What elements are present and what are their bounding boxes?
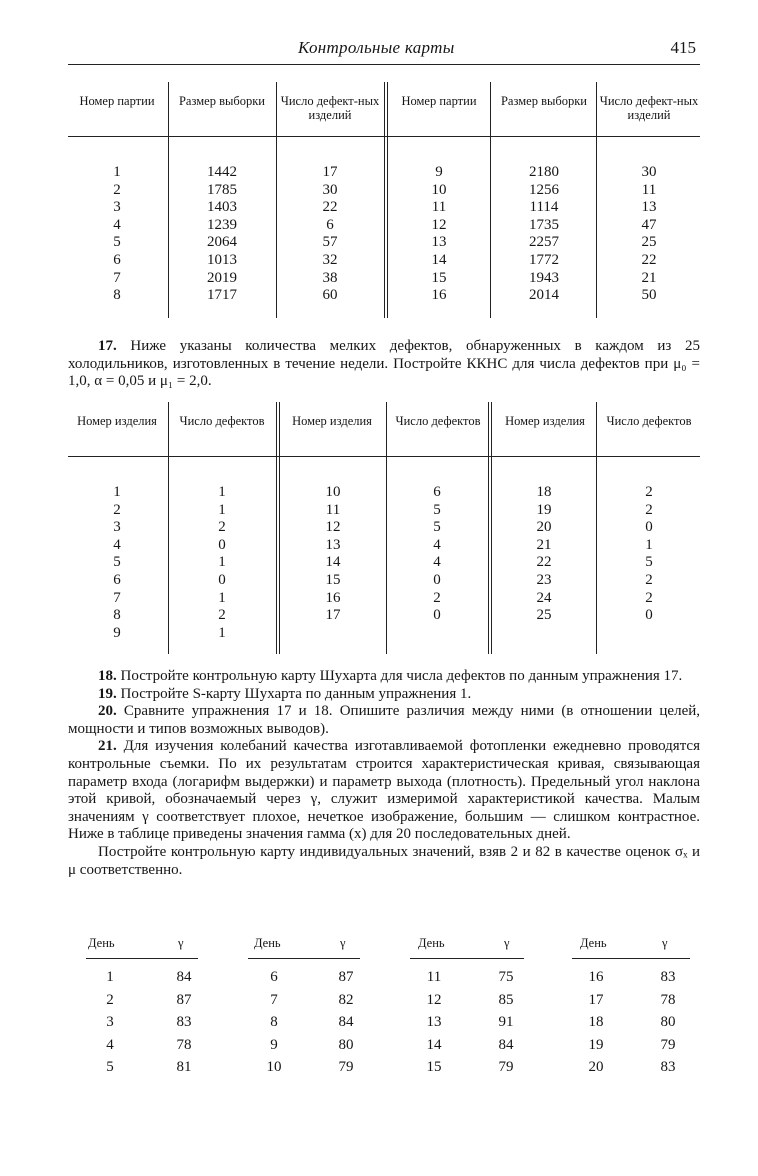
table-cell: 83 [660, 1059, 676, 1075]
table-cell: 2 [433, 589, 441, 606]
table-cell: 85 [498, 991, 514, 1008]
exercise-number: 17. [98, 338, 117, 354]
table-cell: 84 [338, 1014, 354, 1030]
column-double-divider [276, 402, 280, 654]
exercise-number: 19. [98, 685, 117, 702]
table-cell: 16 [588, 969, 604, 985]
table-cell: 25 [641, 234, 657, 251]
exercise-19 [68, 686, 700, 704]
table-cell: 13 [641, 199, 657, 216]
item-number-column [282, 484, 384, 625]
column-divider [386, 402, 387, 654]
table-cell: 1114 [529, 199, 559, 216]
table-cell: 15 [431, 269, 447, 286]
table-cell: 60 [322, 287, 338, 304]
exercise-20 [68, 703, 700, 738]
table-cell: 38 [322, 269, 338, 286]
table-cell: 4 [113, 536, 121, 553]
table-cell: 84 [498, 1036, 514, 1053]
table-cell: 2019 [207, 269, 237, 286]
batch-number-column [390, 164, 488, 305]
table-cell: 21 [641, 269, 657, 286]
table-cell: 1 [113, 164, 121, 180]
chapter-title: Контрольные карты [298, 38, 455, 57]
table-cell: 1 [106, 969, 114, 985]
table-cell: 2 [645, 571, 653, 588]
table-cell: 30 [322, 181, 338, 198]
table-cell: 0 [645, 607, 653, 624]
table-cell: 78 [176, 1036, 192, 1053]
table-cell: 5 [645, 554, 653, 571]
table-cell: 1403 [207, 199, 237, 216]
exercise-text: Постройте контрольную карту Шухарта для числа дефектов по данным упражнения 17. [120, 668, 683, 684]
table-cell: 7 [270, 991, 278, 1008]
table-cell: 2 [106, 991, 114, 1008]
exercise-text: Сравните упражнения 17 и 18. Опишите различия между ними (в отношении целей, мощности и типов возможных выводов). [68, 703, 700, 737]
table-cell: 1013 [207, 251, 237, 268]
header-rule [68, 64, 700, 65]
column-header: Число дефектов [395, 414, 481, 428]
column-header: γ [662, 936, 668, 950]
exercise-17 [68, 338, 700, 391]
table-cell: 5 [433, 501, 441, 518]
table-cell: 78 [660, 991, 676, 1008]
table-cell: 5 [113, 554, 121, 571]
column-double-divider [384, 82, 388, 318]
column-divider [276, 82, 277, 318]
table-cell: 8 [113, 287, 121, 304]
table-cell: 9 [113, 624, 121, 641]
table-cell: 1 [645, 536, 653, 553]
table-cell: 10 [325, 484, 341, 500]
header-rule [572, 958, 690, 959]
column-header: γ [178, 936, 184, 950]
table-cell: 1239 [207, 216, 237, 233]
table-cell: 18 [536, 484, 552, 500]
table-cell: 2 [645, 501, 653, 518]
table-cell: 3 [113, 519, 121, 536]
table-cell: 0 [218, 571, 226, 588]
table-cell: 3 [113, 199, 121, 216]
table-cell: 16 [431, 287, 447, 304]
exercise-21 [68, 738, 700, 844]
defect-count-column [388, 484, 486, 625]
table-cell: 7 [113, 269, 121, 286]
table-cell: 0 [433, 607, 441, 624]
day-column [576, 966, 616, 1079]
exercise-number: 18. [98, 668, 117, 684]
table-cell: 0 [645, 519, 653, 536]
gamma-column [648, 966, 688, 1079]
running-header [68, 38, 700, 62]
table-cell: 13 [426, 1014, 442, 1030]
day-column [90, 966, 130, 1079]
table-cell: 9 [270, 1036, 278, 1053]
table-cell: 6 [113, 571, 121, 588]
column-divider [168, 402, 169, 654]
table-cell: 5 [106, 1059, 114, 1075]
table-cell: 14 [325, 554, 341, 571]
defective-count-column [598, 164, 700, 305]
table-cell: 14 [426, 1036, 442, 1053]
table-cell: 9 [435, 164, 443, 180]
table-cell: 22 [641, 251, 657, 268]
table-cell: 1785 [207, 181, 237, 198]
exercise-21-task: Постройте контрольную карту индивидуальных значений, взяв 2 и 82 в качестве оценок σₓ и μ соответственно. [68, 843, 700, 878]
table-cell: 17 [588, 991, 604, 1008]
gamma-column [164, 966, 204, 1079]
table-cell: 1735 [529, 216, 559, 233]
table-cell: 81 [176, 1059, 192, 1075]
exercises-block [68, 668, 700, 879]
table-cell: 11 [431, 199, 447, 216]
table-cell: 2257 [529, 234, 559, 251]
table-cell: 10 [266, 1059, 282, 1075]
exercise-number: 20. [98, 703, 117, 720]
table-cell: 8 [270, 1014, 278, 1030]
exercise-text: Постройте S-карту Шухарта по данным упражнения 1. [120, 685, 472, 702]
table-cell: 19 [536, 501, 552, 518]
column-header: Номер партии [401, 94, 477, 108]
table-cell: 15 [426, 1059, 442, 1075]
table-cell: 25 [536, 607, 552, 624]
table-cell: 1772 [529, 251, 559, 268]
table-cell: 50 [641, 287, 657, 304]
column-header: γ [340, 936, 346, 950]
table-cell: 20 [588, 1059, 604, 1075]
table-cell: 6 [270, 969, 278, 985]
table-cell: 12 [325, 519, 341, 536]
table-cell: 18 [588, 1014, 604, 1030]
table-cell: 14 [431, 251, 447, 268]
table-cell: 15 [325, 571, 341, 588]
table-cell: 23 [536, 571, 552, 588]
table-cell: 83 [176, 1014, 192, 1030]
table-cell: 16 [325, 589, 341, 606]
header-rule [68, 456, 700, 457]
column-divider [490, 82, 491, 318]
table-cell: 87 [338, 969, 354, 985]
header-rule [248, 958, 360, 959]
table-cell: 11 [426, 969, 442, 985]
table-cell: 80 [660, 1014, 676, 1030]
table-cell: 30 [641, 164, 657, 180]
day-column [414, 966, 454, 1079]
table-cell: 5 [113, 234, 121, 251]
page-number: 415 [670, 38, 696, 57]
table-cell: 1943 [529, 269, 559, 286]
defective-count-column [278, 164, 382, 305]
table-cell: 4 [433, 554, 441, 571]
column-header: Число дефект-ных изделий [599, 94, 699, 122]
table-cell: 79 [660, 1036, 676, 1053]
day-column [254, 966, 294, 1079]
table-cell: 1 [113, 484, 121, 500]
table-cell: 1 [218, 589, 226, 606]
table-cell: 2 [113, 501, 121, 518]
item-number-column [68, 484, 166, 642]
table-cell: 22 [536, 554, 552, 571]
table-cell: 20 [536, 519, 552, 536]
table-cell: 2064 [207, 234, 237, 251]
column-header: Число дефект-ных изделий [280, 94, 380, 122]
table-cell: 6 [113, 251, 121, 268]
header-rule [410, 958, 524, 959]
table-cell: 12 [431, 216, 447, 233]
table-cell: 2014 [529, 287, 559, 304]
table-cell: 2 [645, 589, 653, 606]
exercise-number: 21. [98, 738, 117, 755]
table-cell: 4 [113, 216, 121, 233]
exercise-18 [68, 668, 700, 686]
table-cell: 11 [325, 501, 341, 518]
column-double-divider [488, 402, 492, 654]
table-cell: 79 [338, 1059, 354, 1075]
item-number-column [494, 484, 594, 625]
column-header: Номер изделия [77, 414, 157, 428]
gamma-column [486, 966, 526, 1079]
table-cell: 75 [498, 969, 514, 985]
table-cell: 6 [433, 484, 441, 500]
table-cell: 10 [431, 181, 447, 198]
column-header: День [418, 936, 445, 950]
table-cell: 2 [113, 181, 121, 198]
table-cell: 1256 [529, 181, 559, 198]
table-cell: 4 [106, 1036, 114, 1053]
table-cell: 7 [113, 589, 121, 606]
column-header: День [580, 936, 607, 950]
table-cell: 82 [338, 991, 354, 1008]
column-divider [596, 402, 597, 654]
table-cell: 1 [218, 501, 226, 518]
table-cell: 0 [218, 536, 226, 553]
table-cell: 1 [218, 554, 226, 571]
table-cell: 17 [325, 607, 341, 624]
table-cell: 79 [498, 1059, 514, 1075]
table-cell: 17 [322, 164, 338, 180]
column-header: Номер партии [79, 94, 155, 108]
table-cell: 1717 [207, 287, 237, 304]
table-cell: 21 [536, 536, 552, 553]
table-cell: 1 [218, 484, 226, 500]
column-header: Размер выборки [500, 94, 588, 108]
batch-defects-table [68, 82, 700, 322]
table-cell: 80 [338, 1036, 354, 1053]
exercise-text: Для изучения колебаний качества изготавливаемой фотопленки ежедневно проводятся контрольные съемки. По их результатам строится характеристическая кривая, связывающая параметр входа (логарифм выдержки) и параметр выхода (плотность). Предельный угол наклона этой кривой, обозначаемый через γ, служит измеримой характеристикой качества. Малым значениям γ соответствует плохое, нечеткое изображение, большим — слишком контрастное. Ниже в таблице приведены значения гамма (x) для 20 последовательных дней. [68, 738, 700, 843]
table-cell: 2180 [529, 164, 559, 180]
table-cell: 13 [325, 536, 341, 553]
table-cell: 12 [426, 991, 442, 1008]
column-header: Число дефектов [606, 414, 692, 428]
gamma-table [68, 932, 700, 1082]
column-divider [168, 82, 169, 318]
column-header: День [254, 936, 281, 950]
table-cell: 3 [106, 1014, 114, 1030]
column-header: Номер изделия [292, 414, 372, 428]
table-cell: 0 [433, 571, 441, 588]
table-cell: 32 [322, 251, 338, 268]
table-cell: 2 [218, 519, 226, 536]
defect-count-column [598, 484, 700, 625]
exercise-text: Ниже указаны количества мелких дефектов, обнаруженных в каждом из 25 холодильников, изготовленных в течение недели. Постройте ККНС для числа дефектов при μ₀ = 1,0, α = 0,05 и μ₁ = 2,0. [68, 338, 700, 390]
column-header: Число дефектов [179, 414, 265, 428]
column-divider [596, 82, 597, 318]
defect-count-column [170, 484, 274, 642]
table-cell: 83 [660, 969, 676, 985]
table-cell: 5 [433, 519, 441, 536]
table-cell: 87 [176, 991, 192, 1008]
column-header: Номер изделия [505, 414, 585, 428]
table-cell: 13 [431, 234, 447, 251]
table-cell: 2 [218, 607, 226, 624]
table-cell: 84 [176, 969, 192, 985]
table-cell: 8 [113, 607, 121, 624]
table-cell: 11 [641, 181, 657, 198]
table-cell: 91 [498, 1014, 514, 1030]
column-header: День [88, 936, 115, 950]
table-cell: 57 [322, 234, 338, 251]
item-defects-table [68, 402, 700, 658]
sample-size-column [492, 164, 596, 305]
header-rule [86, 958, 198, 959]
table-cell: 19 [588, 1036, 604, 1053]
table-cell: 1442 [207, 164, 237, 180]
table-cell: 2 [645, 484, 653, 500]
table-cell: 47 [641, 216, 657, 233]
column-header: Размер выборки [178, 94, 266, 108]
table-cell: 22 [322, 199, 338, 216]
table-cell: 24 [536, 589, 552, 606]
batch-number-column [68, 164, 166, 305]
sample-size-column [170, 164, 274, 305]
table-cell: 6 [326, 216, 334, 233]
table-cell: 1 [218, 624, 226, 641]
gamma-column [326, 966, 366, 1079]
table-cell: 4 [433, 536, 441, 553]
column-header: γ [504, 936, 510, 950]
